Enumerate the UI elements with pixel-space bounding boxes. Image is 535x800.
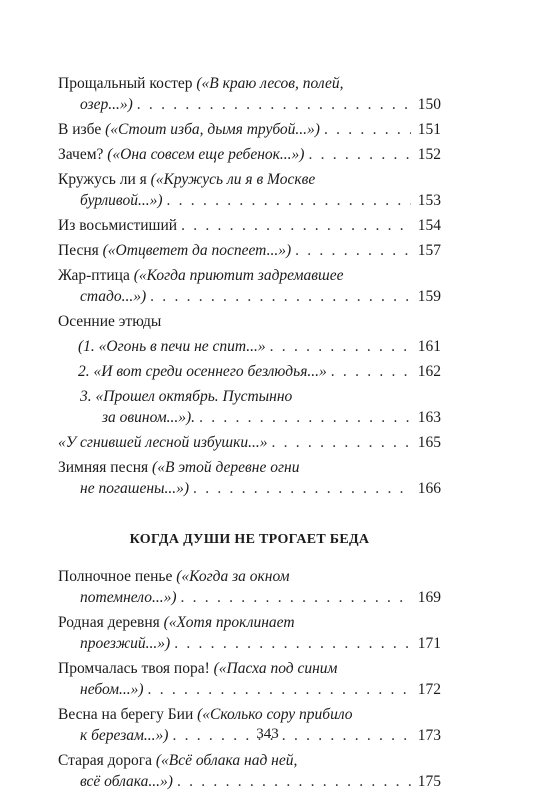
toc-entry[interactable]: [58, 658, 441, 700]
toc-entry[interactable]: [58, 144, 441, 165]
dot-leader: [150, 286, 411, 307]
page-ref: 152: [417, 146, 441, 163]
toc-subentry[interactable]: [58, 386, 441, 428]
page-ref: 162: [417, 363, 441, 380]
dot-leader: [270, 336, 411, 357]
entry-title: Осенние этюды: [58, 313, 162, 330]
dot-leader: [148, 679, 411, 700]
table-of-contents: [58, 73, 441, 796]
entry-quote: 2. «И вот среди осеннего безлюдья...»: [78, 363, 327, 380]
dot-leader: [331, 361, 411, 382]
entry-title: Весна на берегу Бии: [58, 706, 194, 723]
entry-quote-continued: стадо...»): [80, 288, 147, 305]
toc-entry[interactable]: [58, 750, 441, 792]
dot-leader: [174, 633, 411, 654]
entry-title: Родная деревня: [58, 614, 160, 631]
entry-quote: 3. «Прошел октябрь. Пустынно: [80, 388, 293, 405]
entry-title: В избе: [58, 121, 102, 138]
toc-entry[interactable]: [58, 265, 441, 307]
entry-quote-continued: бурливой...»): [80, 192, 163, 209]
entry-title: Кружусь ли я: [58, 171, 147, 188]
page-ref: 154: [417, 217, 441, 234]
entry-quote: («В краю лесов, полей,: [196, 75, 344, 92]
entry-quote-continued: не погашены...»): [80, 480, 190, 497]
page-ref: 173: [417, 727, 441, 744]
entry-quote: «У сгнившей лесной избушки...»: [58, 434, 268, 451]
toc-entry[interactable]: [58, 240, 441, 261]
entry-quote: («Когда приютит задремавшее: [133, 267, 344, 284]
entry-quote: («В этой деревне огни: [152, 459, 300, 476]
entry-quote-continued: проезжий...»): [80, 635, 171, 652]
entry-quote: («Отцветет да поспеет...»): [102, 242, 292, 259]
toc-entry[interactable]: [58, 169, 441, 211]
entry-quote: («Всё облака над ней,: [155, 752, 298, 769]
page-ref: 153: [417, 192, 441, 209]
entry-title: Полночное пенье: [58, 568, 173, 585]
dot-leader: [295, 240, 411, 261]
dot-leader: [181, 587, 412, 608]
dot-leader: [177, 771, 411, 792]
entry-quote: («Сколько сору прибило: [197, 706, 353, 723]
entry-quote-continued: озер...»): [80, 96, 133, 113]
page-ref: 157: [417, 242, 441, 259]
entry-quote: («Когда за окном: [176, 568, 290, 585]
entry-quote: (1. «Огонь в печи не спит...»: [78, 338, 266, 355]
dot-leader: [308, 144, 411, 165]
section-heading: КОГДА ДУШИ НЕ ТРОГАЕТ БЕДА: [129, 532, 370, 547]
page-ref: 169: [417, 589, 441, 606]
dot-leader: [193, 478, 411, 499]
entry-quote: («Стоит изба, дымя трубой...»): [105, 121, 320, 138]
entry-quote: («Кружусь ли я в Москве: [150, 171, 316, 188]
page-ref: 175: [417, 773, 441, 790]
page-ref: 163: [417, 409, 441, 426]
entry-title: Из восьмистиший: [58, 217, 178, 234]
entry-quote: («Она совсем еще ребенок...»): [107, 146, 305, 163]
entry-title: Старая дорога: [58, 752, 152, 769]
entry-title: Промчалась твоя пора!: [58, 660, 210, 677]
page-ref: 165: [417, 434, 441, 451]
toc-entry[interactable]: [58, 457, 441, 499]
entry-quote-continued: потемнело...»): [80, 589, 177, 606]
entry-quote-continued: за овином...»).: [102, 409, 196, 426]
toc-entry-group-heading[interactable]: [58, 311, 441, 332]
dot-leader: [199, 407, 411, 428]
entry-title: Зимняя песня: [58, 459, 149, 476]
entry-quote: («Хотя проклинает: [163, 614, 295, 631]
toc-entry[interactable]: [58, 432, 441, 453]
page-ref: 159: [417, 288, 441, 305]
page-ref: 166: [417, 480, 441, 497]
dot-leader: [167, 190, 412, 211]
page-ref: 161: [417, 338, 441, 355]
toc-subentry[interactable]: [58, 336, 441, 357]
toc-entry[interactable]: [58, 566, 441, 608]
page-number: 343: [256, 726, 279, 742]
toc-subentry[interactable]: [58, 361, 441, 382]
entry-quote-continued: к березам...»): [80, 727, 169, 744]
entry-title: Зачем?: [58, 146, 104, 163]
dot-leader: [137, 94, 411, 115]
dot-leader: [324, 119, 411, 140]
page-ref: 150: [417, 96, 441, 113]
entry-quote-continued: всё облака...»): [80, 773, 173, 790]
entry-title: Жар-птица: [58, 267, 130, 284]
toc-entry[interactable]: [58, 215, 441, 236]
entry-title: Прощальный костер: [58, 75, 193, 92]
page-ref: 172: [417, 681, 441, 698]
page-ref: 171: [417, 635, 441, 652]
entry-quote: («Пасха под синим: [213, 660, 338, 677]
entry-title: Песня: [58, 242, 99, 259]
dot-leader: [181, 215, 411, 236]
toc-entry[interactable]: [58, 119, 441, 140]
page-ref: 151: [417, 121, 441, 138]
entry-quote-continued: небом...»): [80, 681, 144, 698]
toc-entry[interactable]: [58, 612, 441, 654]
dot-leader: [271, 432, 411, 453]
toc-entry[interactable]: [58, 73, 441, 115]
